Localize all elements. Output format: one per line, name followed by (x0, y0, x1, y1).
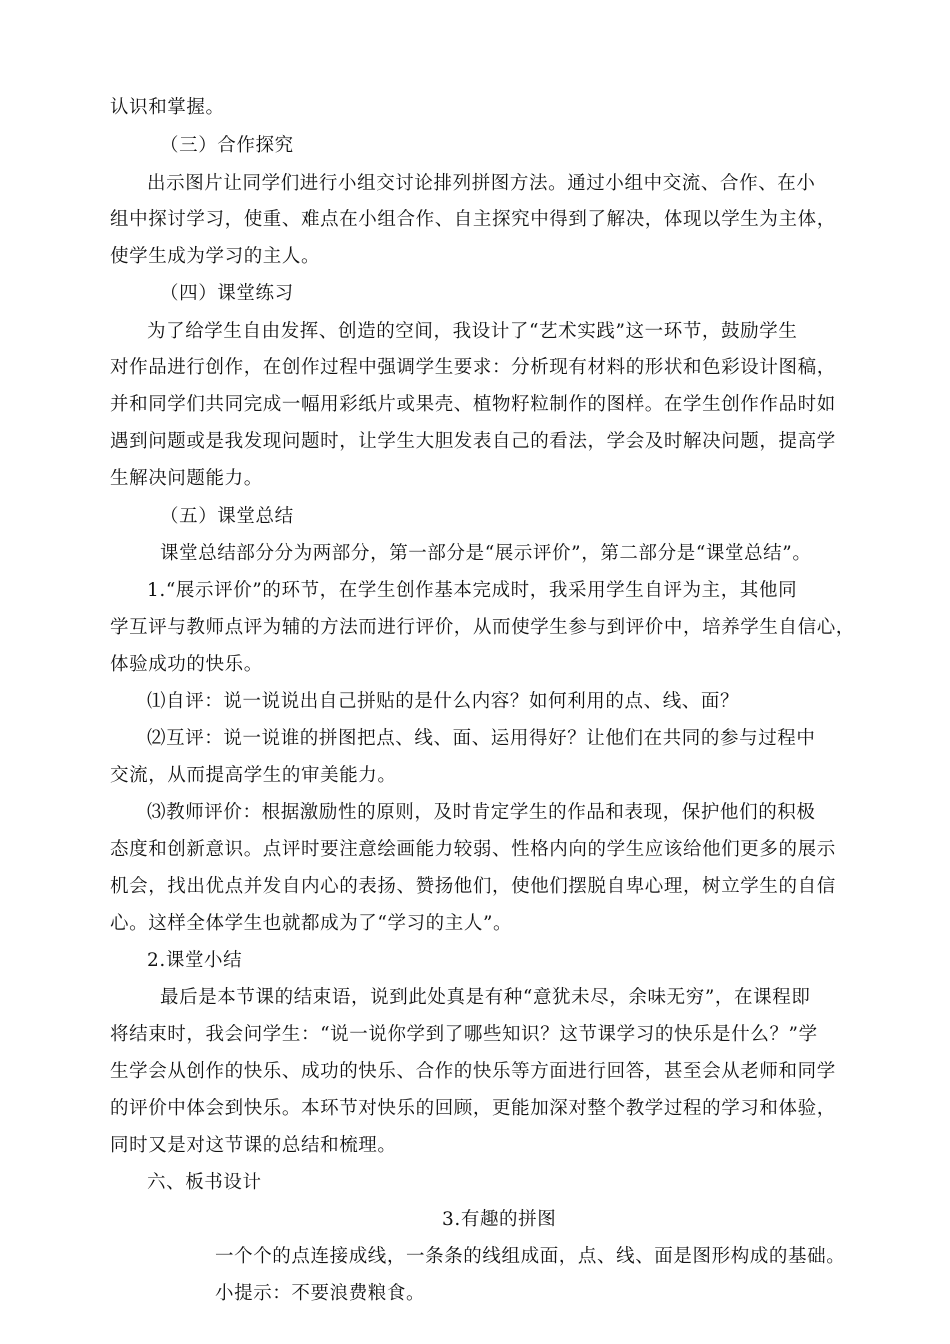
paragraph-line: 出示图片让同学们进行小组交讨论排列拼图方法。通过小组中交流、合作、在小 (147, 173, 816, 194)
board-content: 一个个的点连接成线，一条条的线组成面，点、线、面是图形构成的基础。 (215, 1246, 846, 1267)
paragraph-line: 最后是本节课的结束语，说到此处真是有种“意犹未尽，余味无穷”，在课程即 (160, 987, 811, 1008)
section-heading-cooperation: （三）合作探究 (160, 135, 294, 156)
paragraph-line: 生解决问题能力。 (110, 468, 263, 489)
numbered-item-1: 1.“展示评价”的环节，在学生创作基本完成时，我采用学生自评为主，其他同 (147, 580, 798, 601)
section-heading-practice: （四）课堂练习 (160, 283, 294, 304)
paragraph-line: 对作品进行创作，在创作过程中强调学生要求：分析现有材料的形状和色彩设计图稿， (110, 357, 836, 378)
paragraph-line: 体验成功的快乐。 (110, 654, 263, 675)
paragraph-line: 遇到问题或是我发现问题时，让学生大胆发表自己的看法，学会及时解决问题，提高学 (110, 431, 836, 452)
paragraph-line: 同时又是对这节课的总结和梳理。 (110, 1135, 397, 1156)
numbered-item-2: 2.课堂小结 (147, 950, 243, 971)
paragraph-line: 课堂总结部分分为两部分，第一部分是“展示评价”，第二部分是“课堂总结”。 (160, 543, 812, 564)
section-heading-board-design: 六、板书设计 (147, 1172, 262, 1193)
paragraph-line: 的评价中体会到快乐。本环节对快乐的回顾，更能加深对整个教学过程的学习和体验， (110, 1098, 836, 1119)
sub-item-peer-eval: ⑵互评：说一说谁的拼图把点、线、面、运用得好？让他们在共同的参与过程中 (147, 728, 816, 749)
board-tip: 小提示：不要浪费粮食。 (215, 1283, 426, 1304)
sub-item-self-eval: ⑴自评：说一说说出自己拼贴的是什么内容？如何利用的点、线、面？ (147, 691, 740, 712)
paragraph-line: 使学生成为学习的主人。 (110, 246, 321, 267)
paragraph-line: 心。这样全体学生也就都成为了“学习的主人”。 (110, 913, 513, 934)
paragraph-line: 并和同学们共同完成一幅用彩纸片或果壳、植物籽粒制作的图样。在学生创作作品时如 (110, 394, 836, 415)
sub-item-teacher-eval: ⑶教师评价：根据激励性的原则，及时肯定学生的作品和表现，保护他们的积极 (147, 802, 816, 823)
paragraph-line: 机会，找出优点并发自内心的表扬、赞扬他们，使他们摆脱自卑心理，树立学生的自信 (110, 876, 836, 897)
paragraph-line: 态度和创新意识。点评时要注意绘画能力较弱、性格内向的学生应该给他们更多的展示 (110, 839, 836, 860)
paragraph-line: 将结束时，我会问学生：“说一说你学到了哪些知识？这节课学习的快乐是什么？”学 (110, 1024, 818, 1045)
board-title: 3.有趣的拼图 (442, 1209, 557, 1230)
paragraph-line: 生学会从创作的快乐、成功的快乐、合作的快乐等方面进行回答，甚至会从老师和同学 (110, 1061, 836, 1082)
paragraph-line: 学互评与教师点评为辅的方法而进行评价，从而使学生参与到评价中，培养学生自信心， (110, 617, 855, 638)
paragraph-line: 组中探讨学习，使重、难点在小组合作、自主探究中得到了解决，体现以学生为主体， (110, 209, 836, 230)
paragraph-line: 交流，从而提高学生的审美能力。 (110, 765, 397, 786)
paragraph-line: 为了给学生自由发挥、创造的空间，我设计了“艺术实践”这一环节，鼓励学生 (147, 321, 798, 342)
section-heading-summary: （五）课堂总结 (160, 506, 294, 527)
paragraph-continuation: 认识和掌握。 (110, 97, 225, 118)
